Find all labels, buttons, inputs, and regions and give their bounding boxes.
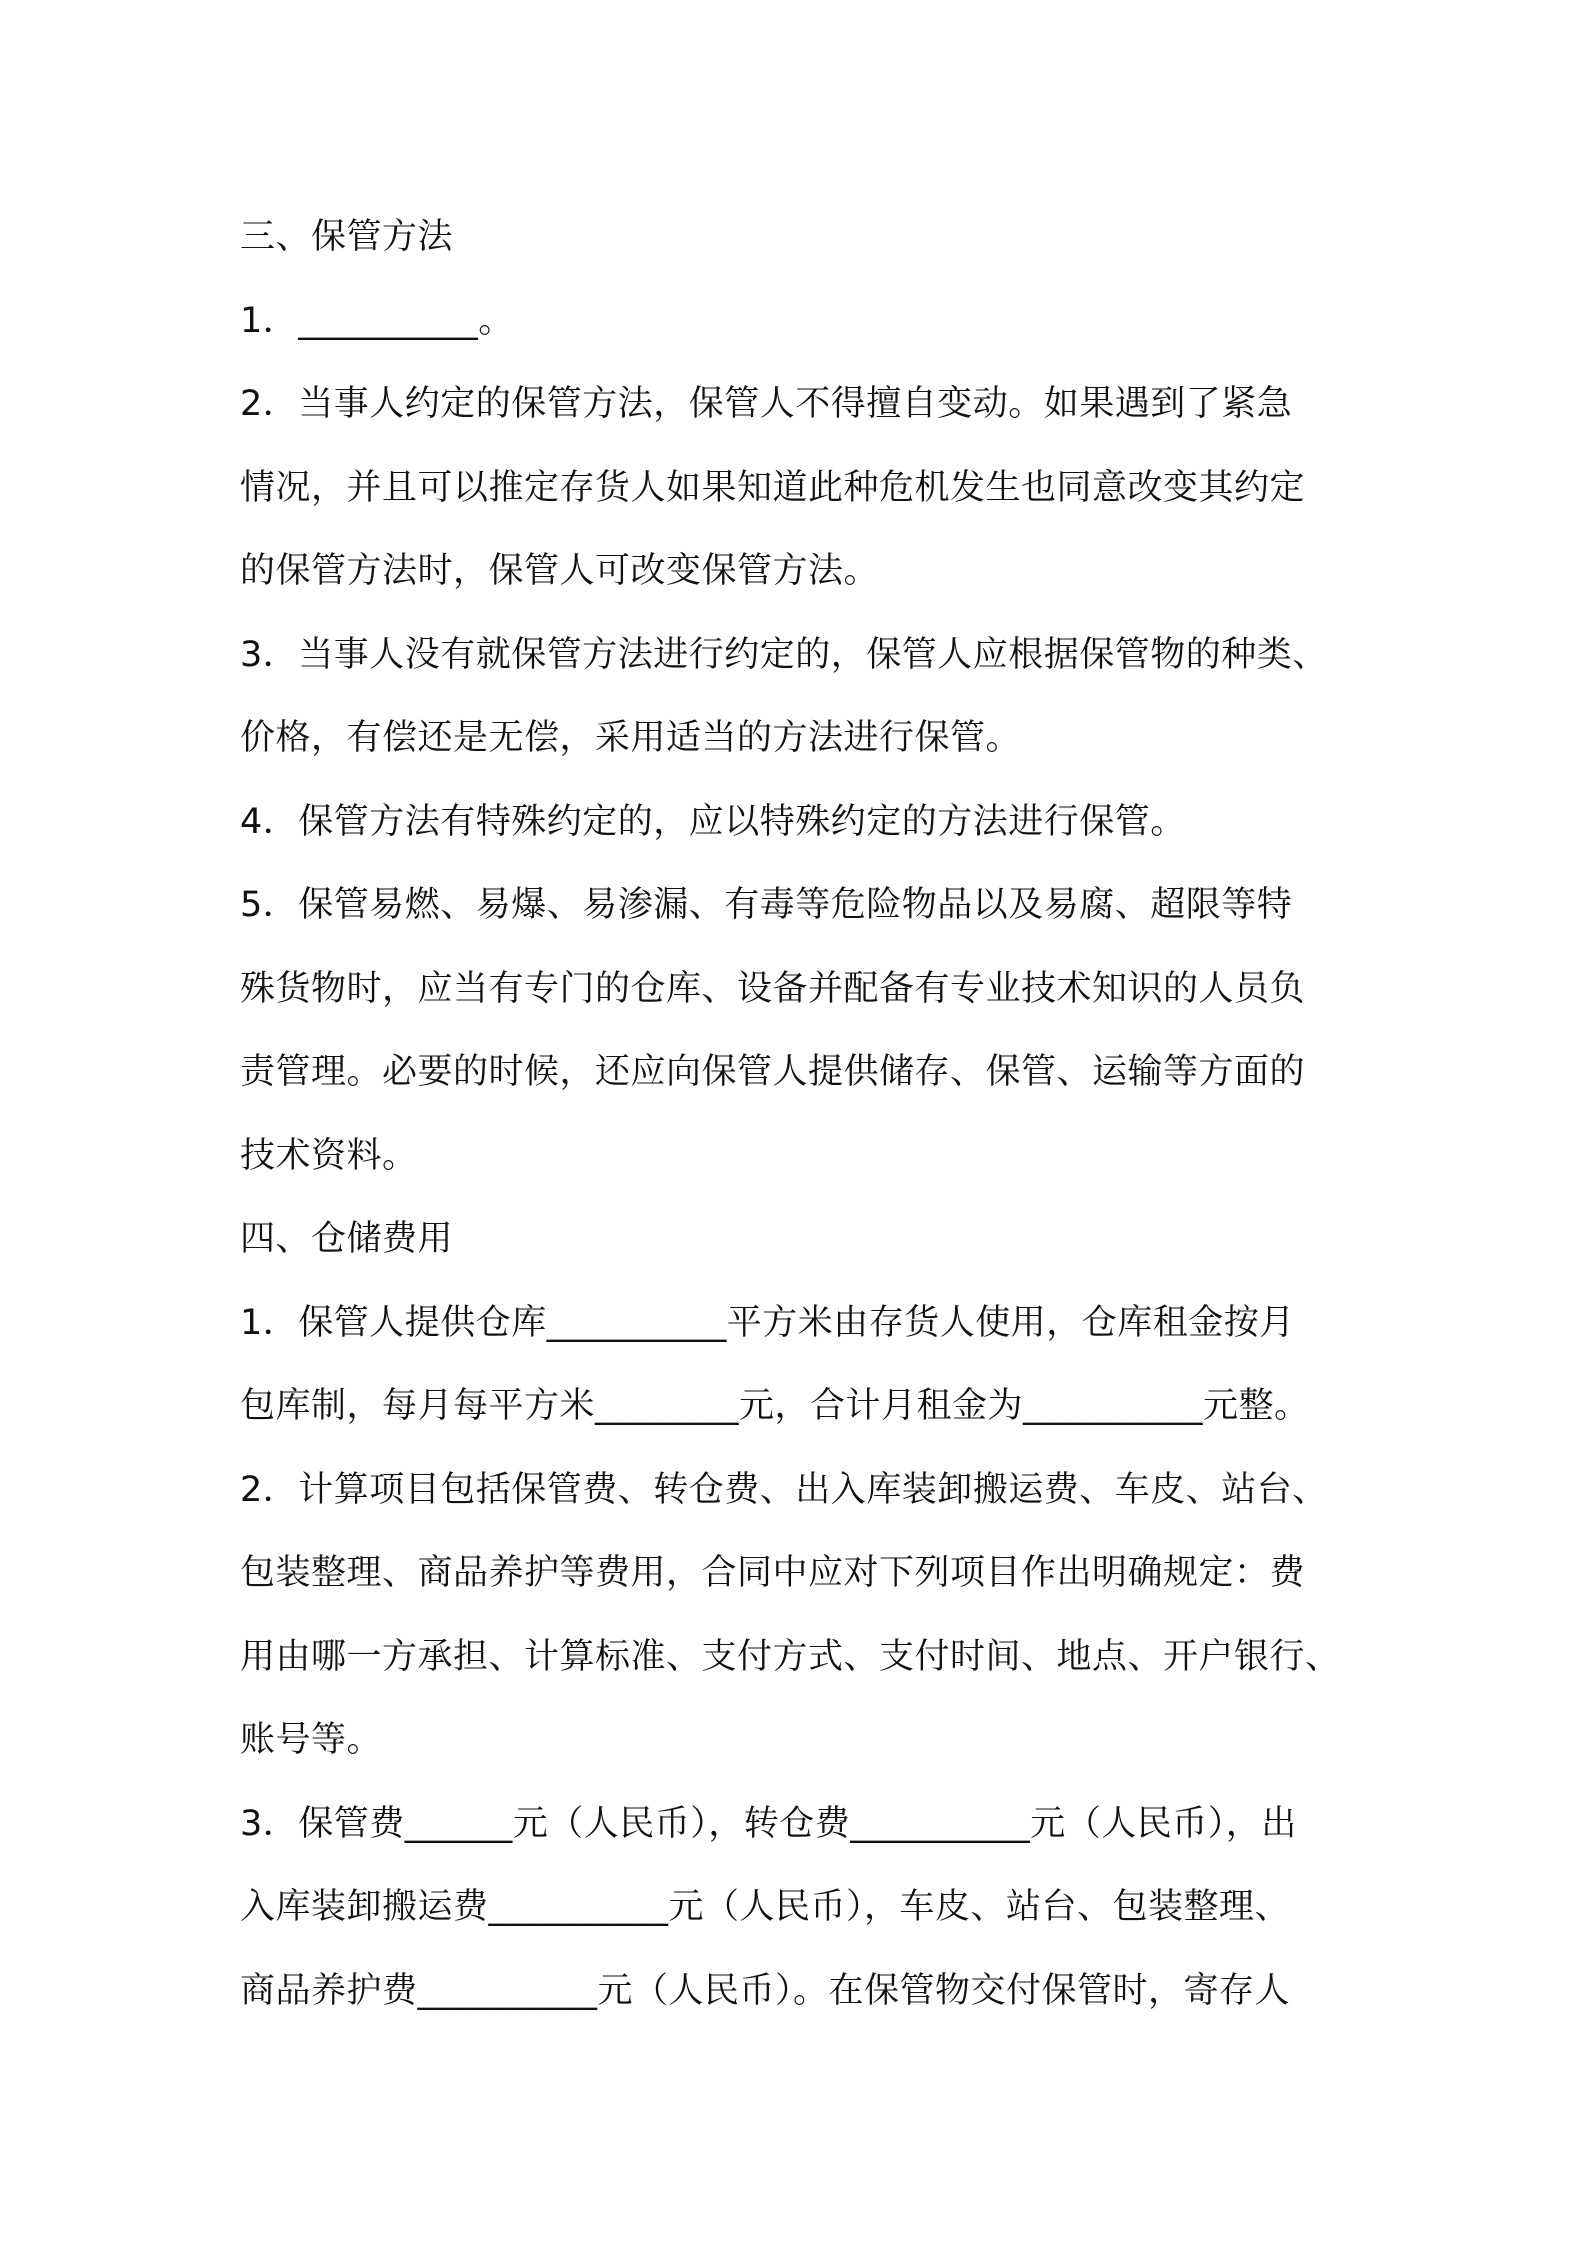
paragraph-line: 3．保管费______元（人民币），转仓费__________元（人民币），出 — [240, 1803, 1297, 1844]
paragraph-line: 技术资料。 — [240, 1135, 418, 1176]
paragraph-line: 情况，并且可以推定存货人如果知道此种危机发生也同意改变其约定 — [240, 467, 1306, 508]
paragraph-line: 包装整理、商品养护等费用，合同中应对下列项目作出明确规定：费 — [240, 1553, 1306, 1593]
paragraph-line: 1．__________。 — [240, 300, 514, 341]
paragraph-line: 5．保管易燃、易爆、易渗漏、有毒等危险物品以及易腐、超限等特 — [240, 885, 1293, 925]
paragraph-line: 2．当事人约定的保管方法，保管人不得擅自变动。如果遇到了紧急 — [240, 384, 1293, 424]
document-body — [240, 196, 1380, 2033]
paragraph-line: 1．保管人提供仓库__________平方米由存货人使用，仓库租金按月 — [240, 1302, 1295, 1343]
paragraph-line: 4．保管方法有特殊约定的，应以特殊约定的方法进行保管。 — [240, 801, 1186, 842]
paragraph-line: 责管理。必要的时候，还应向保管人提供储存、保管、运输等方面的 — [240, 1052, 1306, 1092]
section-heading-storage-fees: 四、仓储费用 — [240, 1219, 454, 1259]
section-heading-storage-method: 三、保管方法 — [240, 217, 454, 257]
paragraph-line: 入库装卸搬运费__________元（人民币），车皮、站台、包装整理、 — [240, 1887, 1291, 1927]
paragraph-line: 包库制，每月每平方米________元，合计月租金为__________元整。 — [240, 1386, 1310, 1426]
paragraph-line: 商品养护费__________元（人民币）。在保管物交付保管时，寄存人 — [240, 1970, 1291, 2011]
paragraph-line: 用由哪一方承担、计算标准、支付方式、支付时间、地点、开户银行、 — [240, 1636, 1341, 1677]
paragraph-line: 价格，有偿还是无偿，采用适当的方法进行保管。 — [240, 718, 1022, 758]
paragraph-line: 账号等。 — [240, 1720, 383, 1760]
paragraph-line: 2．计算项目包括保管费、转仓费、出入库装卸搬运费、车皮、站台、 — [240, 1469, 1328, 1510]
paragraph-line: 殊货物时，应当有专门的仓库、设备并配备有专业技术知识的人员负 — [240, 968, 1306, 1009]
paragraph-line: 的保管方法时，保管人可改变保管方法。 — [240, 551, 880, 591]
paragraph-line: 3．当事人没有就保管方法进行约定的，保管人应根据保管物的种类、 — [240, 634, 1328, 675]
